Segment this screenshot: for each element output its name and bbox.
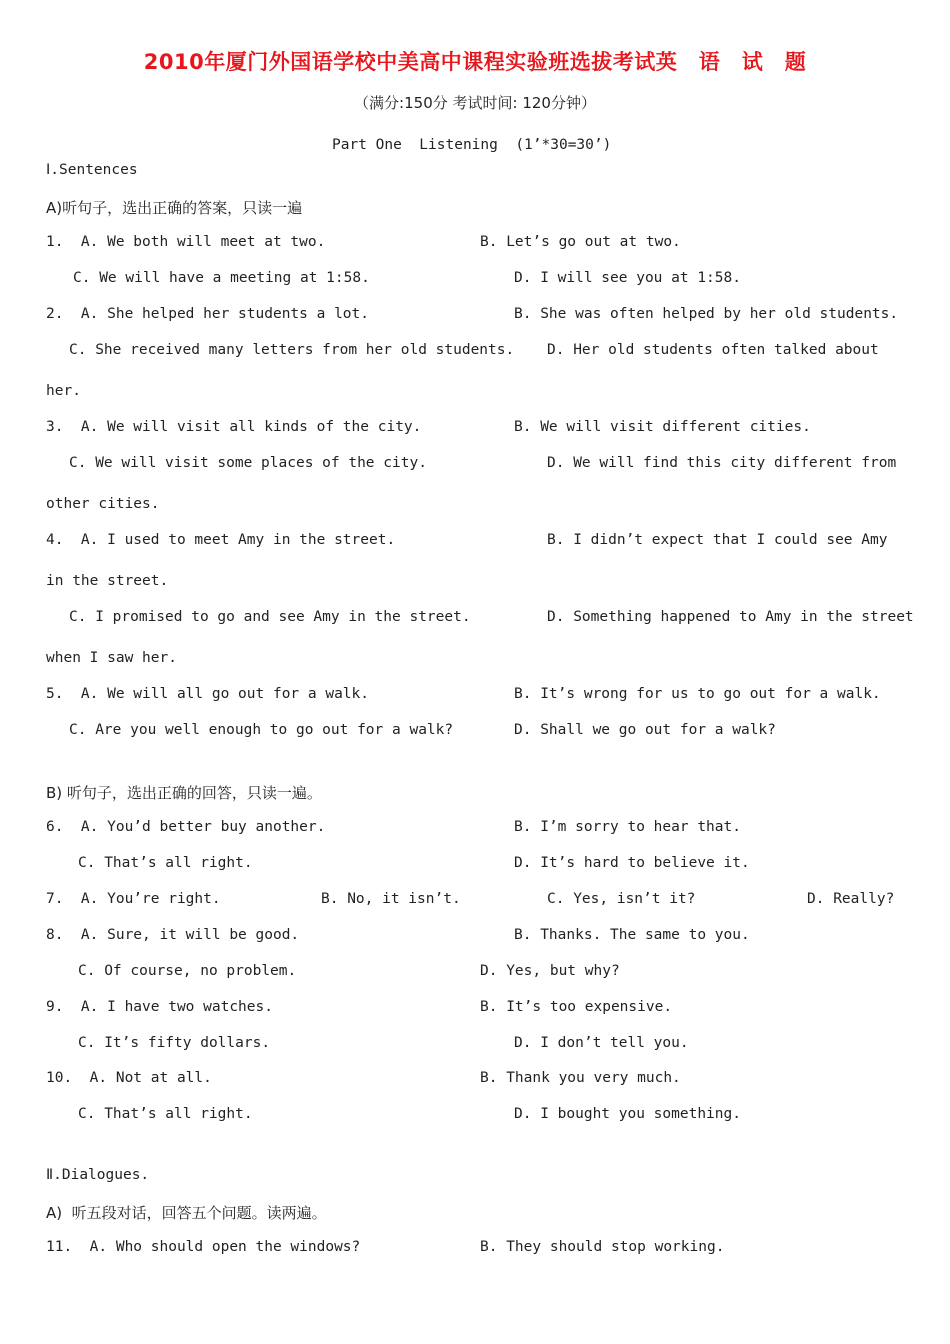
q4-option-d-continued: when I saw her. <box>46 650 177 666</box>
q2-option-d <box>547 342 904 358</box>
section-2a-instruction: A) 听五段对话，回答五个问题。读两遍。 <box>46 1204 327 1222</box>
q1-option-b: B. Let’s go out at two. <box>480 234 681 250</box>
q5-option-d: D. Shall we go out for a walk? <box>514 722 776 738</box>
q3-option-d: D. We will find this city different from <box>547 455 897 471</box>
q1-option-c: C. We will have a meeting at 1:58. <box>73 270 370 286</box>
q10-option-b: B. Thank you very much. <box>480 1070 681 1086</box>
q2-option-c: C. She received many letters from her old students. <box>69 342 515 358</box>
q2-option-d-continued: her. <box>46 383 81 399</box>
q3-option-b: B. We will visit different cities. <box>514 419 811 435</box>
q3-option-d-continued: other cities. <box>46 496 160 512</box>
q10-option-d: D. I bought you something. <box>514 1106 741 1122</box>
q4-option-c: C. I promised to go and see Amy in the street. <box>69 609 471 625</box>
q5-option-b: B. It’s wrong for us to go out for a walk. <box>514 686 881 702</box>
q9-option-d: D. I don’t tell you. <box>514 1035 689 1051</box>
q7-option-c: C. Yes, isn’t it? <box>547 891 696 907</box>
q6-option-c: C. That’s all right. <box>78 855 253 871</box>
exam-title: 2010年厦门外国语学校中美高中课程实验班选拔考试英 语 试 题 <box>143 50 807 74</box>
q8-option-c: C. Of course, no problem. <box>78 963 297 979</box>
q9-option-c: C. It’s fifty dollars. <box>78 1035 271 1051</box>
section-1a-instruction: A)听句子，选出正确的答案，只读一遍 <box>46 199 303 217</box>
q11-option-b: B. They should stop working. <box>480 1239 725 1255</box>
q10-option-c: C. That’s all right. <box>78 1106 253 1122</box>
q2-option-d-text: D. Her old students often talked about <box>547 342 879 358</box>
q5-option-a: 5. A. We will all go out for a walk. <box>46 686 370 702</box>
q8-option-b: B. Thanks. The same to you. <box>514 927 750 943</box>
q2-option-b: B. She was often helped by her old students. <box>514 306 899 322</box>
q4-option-a: 4. A. I used to meet Amy in the street. <box>46 532 396 548</box>
q9-option-b: B. It’s too expensive. <box>480 999 673 1015</box>
q7-option-a: 7. A. You’re right. <box>46 891 221 907</box>
q9-option-a: 9. A. I have two watches. <box>46 999 273 1015</box>
q11-option-a: 11. A. Who should open the windows? <box>46 1239 361 1255</box>
q8-option-a: 8. A. Sure, it will be good. <box>46 927 300 943</box>
q7-option-b: B. No, it isn’t. <box>321 891 461 907</box>
q8-option-d: D. Yes, but why? <box>480 963 620 979</box>
q4-option-b: B. I didn’t expect that I could see Amy <box>547 532 888 548</box>
q5-option-c: C. Are you well enough to go out for a walk? <box>69 722 454 738</box>
q3-option-c: C. We will visit some places of the city. <box>69 455 427 471</box>
exam-subtitle: （满分:150分 考试时间: 120分钟） <box>354 94 596 112</box>
q2-option-a: 2. A. She helped her students a lot. <box>46 306 370 322</box>
q1-option-d: D. I will see you at 1:58. <box>514 270 741 286</box>
q6-option-b: B. I’m sorry to hear that. <box>514 819 741 835</box>
q1-option-a: 1. A. We both will meet at two. <box>46 234 326 250</box>
section-1b-instruction: B) 听句子，选出正确的回答，只读一遍。 <box>46 784 322 802</box>
q6-option-d: D. It’s hard to believe it. <box>514 855 750 871</box>
q4-option-b-continued: in the street. <box>46 573 169 589</box>
q7-option-d: D. Really? <box>807 891 895 907</box>
q10-option-a: 10. A. Not at all. <box>46 1070 212 1086</box>
q6-option-a: 6. A. You’d better buy another. <box>46 819 326 835</box>
section-1-heading: Ⅰ.Sentences <box>46 162 138 178</box>
part-one-heading: Part One Listening (1’*30=30’) <box>332 137 612 153</box>
q4-option-d: D. Something happened to Amy in the street <box>547 609 914 625</box>
section-2-heading: Ⅱ.Dialogues. <box>46 1167 150 1183</box>
q3-option-a: 3. A. We will visit all kinds of the city. <box>46 419 422 435</box>
